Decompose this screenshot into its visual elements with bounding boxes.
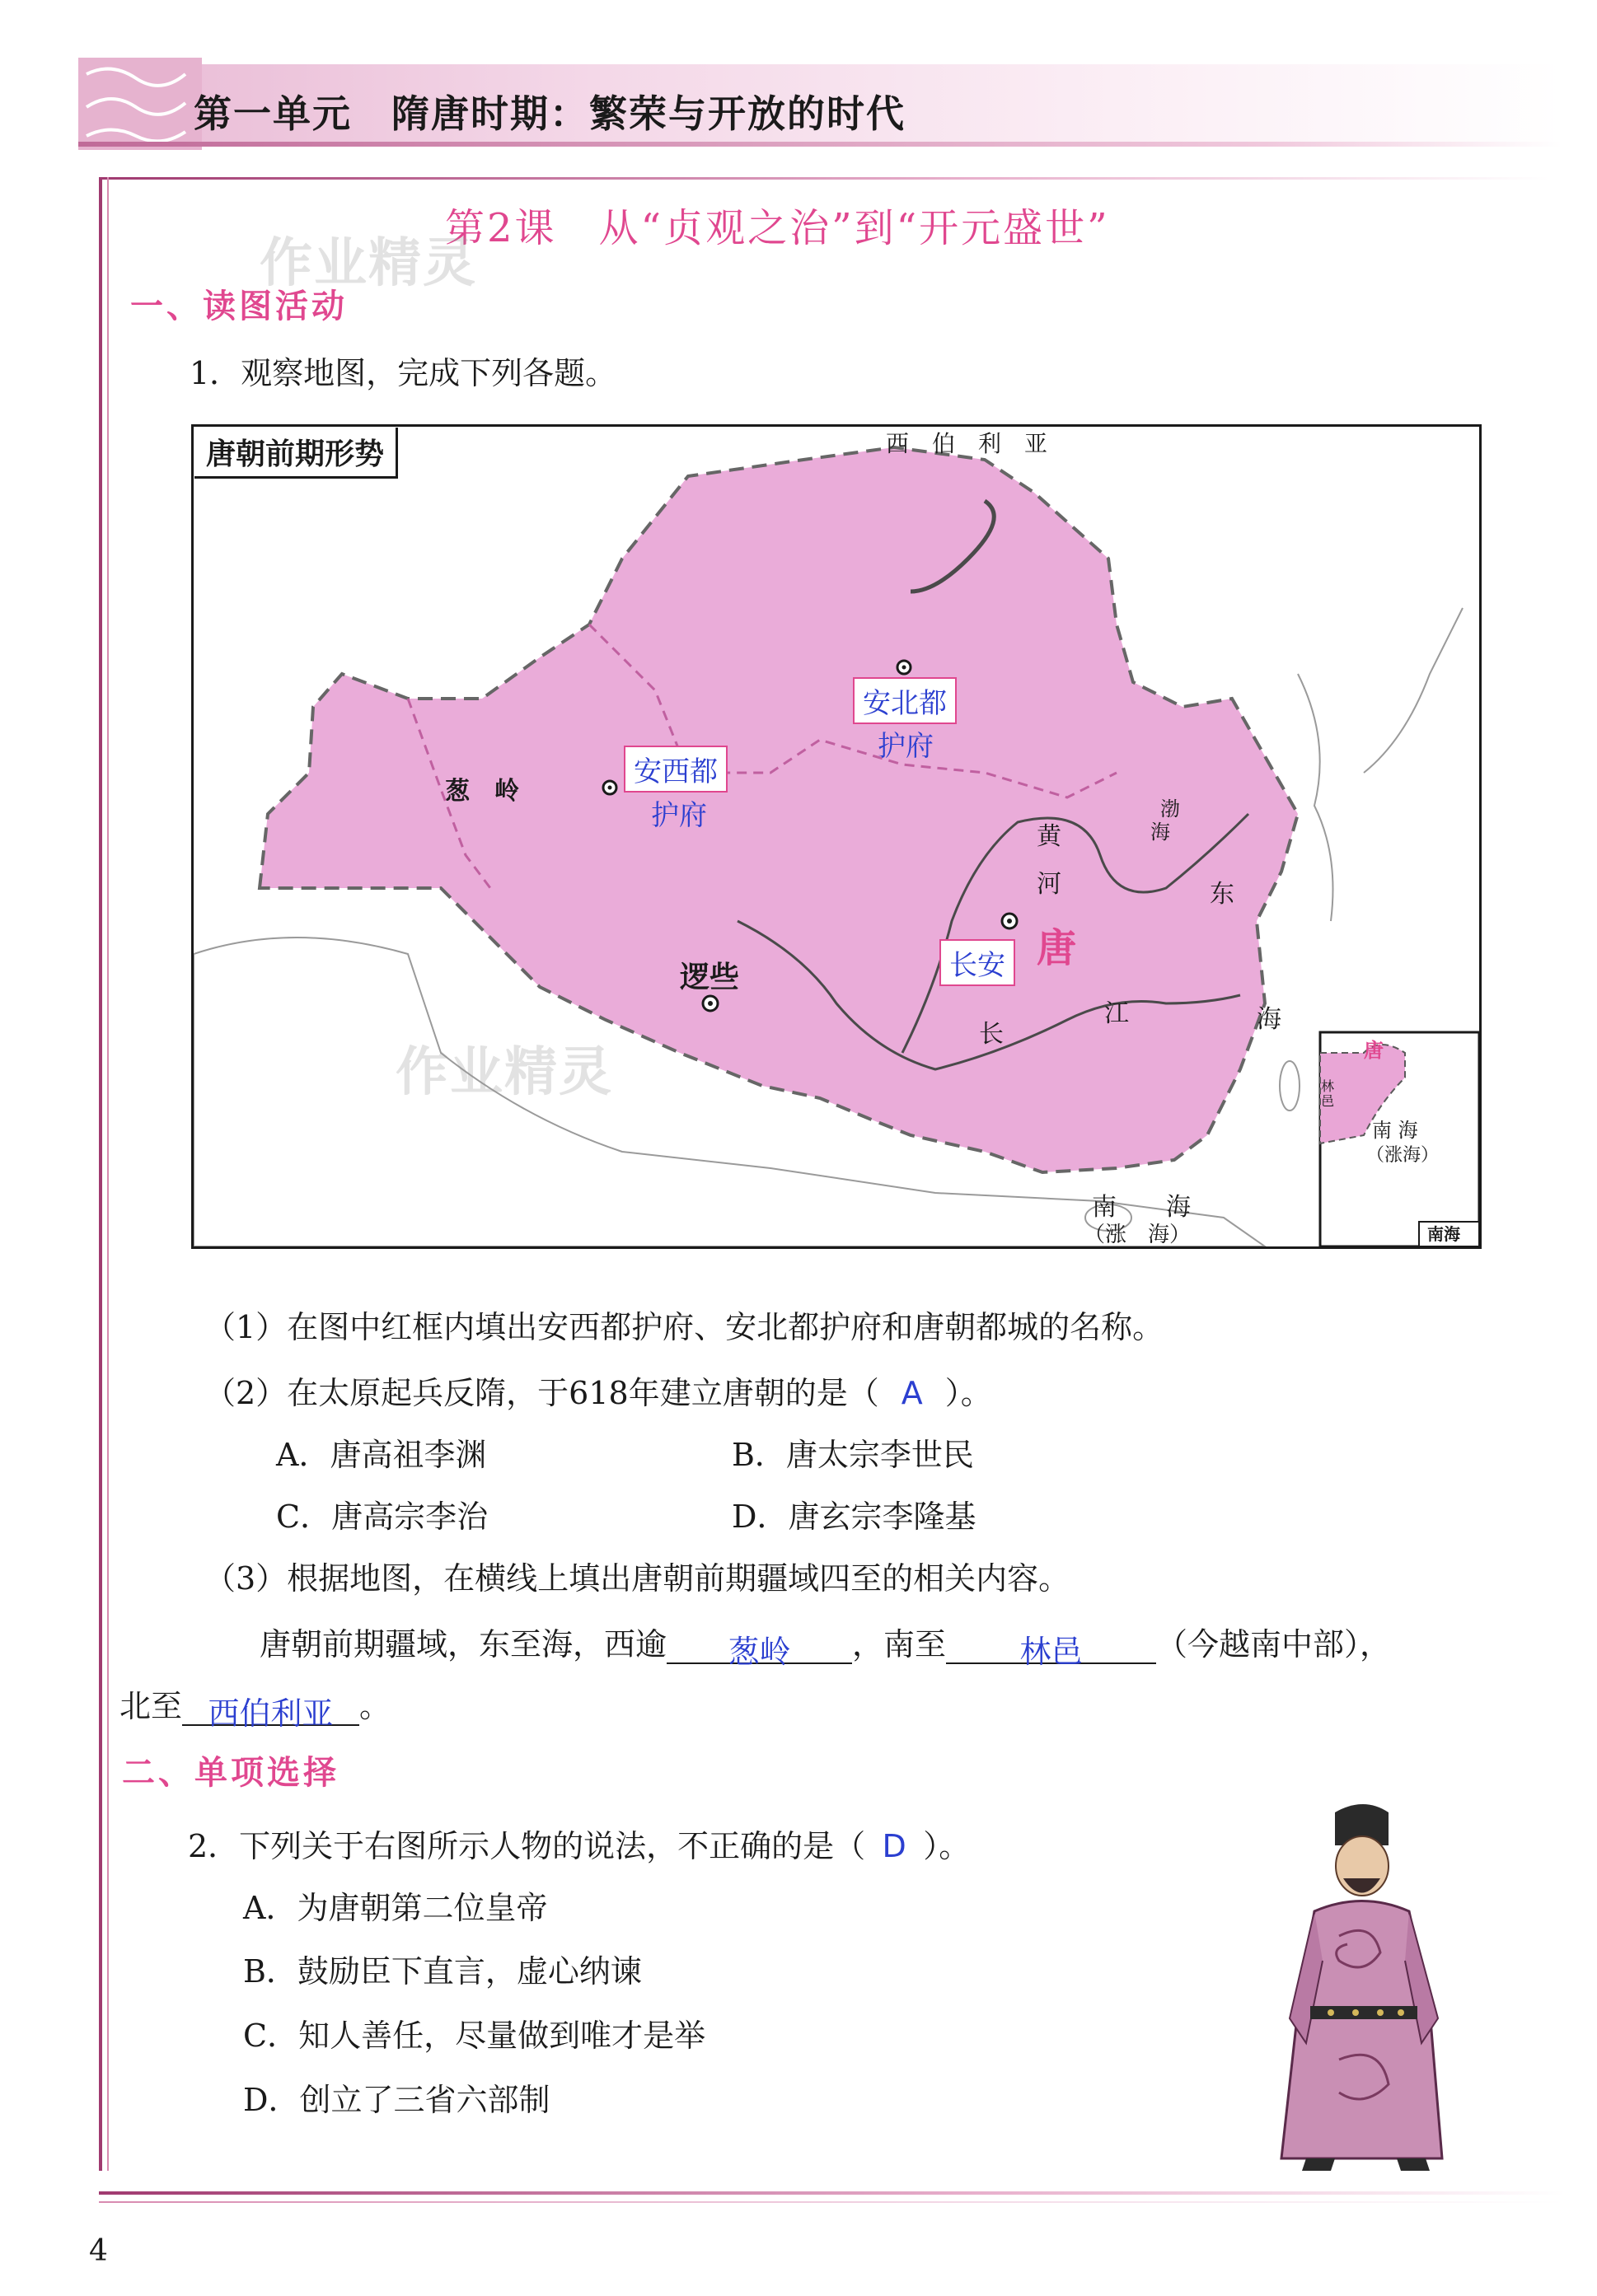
label-anxi-2: 护府 — [651, 799, 707, 832]
inset-label-nanhai: 南 海 — [1372, 1119, 1418, 1142]
map-label-siberia: 西 伯 利 亚 — [886, 430, 1048, 457]
label-box-changan: 长安 — [939, 939, 1015, 986]
map-title: 唐朝前期形势 — [194, 428, 398, 479]
frame-left — [99, 177, 102, 2171]
map-label-zhanghai: （涨 海） — [1084, 1223, 1192, 1247]
section-title-2: 二、单项选择 — [122, 1753, 340, 1792]
question-1-sub3-line1: 唐朝前期疆域，东至海，西逾 葱岭 ，南至 林邑 （今越南中部）， — [260, 1626, 1392, 1670]
map-label-jiang: 江 — [1104, 999, 1129, 1028]
frame-top — [99, 177, 1549, 180]
option-1-2-a: A．唐高祖李渊 — [276, 1437, 487, 1473]
inset-label-zhanghai: （涨海） — [1366, 1145, 1440, 1166]
question-1-sub3: （3）根据地图，在横线上填出唐朝前期疆域四至的相关内容。 — [204, 1560, 1070, 1597]
header-ornament-icon — [78, 58, 202, 150]
frame-bottom — [99, 2191, 1566, 2195]
option-1-2-b: B．唐太宗李世民 — [732, 1437, 974, 1473]
inset-label-tang: 唐 — [1364, 1039, 1384, 1062]
answer-west[interactable]: 葱岭 — [667, 1626, 852, 1664]
question-1-sub3-line2: 北至 西伯利亚 。 — [119, 1688, 391, 1732]
map-frame — [191, 424, 1482, 1249]
map-label-luoxie: 逻些 — [680, 961, 740, 994]
option-2-d: D．创立了三省六部制 — [243, 2082, 550, 2118]
option-2-c: C．知人善任，尽量做到唯才是举 — [243, 2018, 706, 2054]
map-label-dong: 东 — [1210, 880, 1234, 909]
answer-south[interactable]: 林邑 — [946, 1626, 1156, 1664]
map-label-congling: 葱 岭 — [445, 777, 519, 806]
map-label-he: 河 — [1037, 870, 1061, 899]
map-label-huang: 黄 — [1037, 822, 1061, 851]
question-1-sub1: （1）在图中红框内填出安西都护府、安北都护府和唐朝都城的名称。 — [204, 1309, 1164, 1345]
lesson-title: 第2课 从“贞观之治”到“开元盛世” — [445, 205, 1110, 251]
inset-label-title: 南海 — [1427, 1224, 1460, 1244]
question-1-sub2: （2）在太原起兵反隋，于618年建立唐朝的是（ A ）。 — [204, 1375, 992, 1411]
emperor-portrait-icon — [1257, 1796, 1471, 2175]
answer-1-2[interactable]: A — [901, 1375, 923, 1411]
map-label-chang: 长 — [979, 1020, 1004, 1049]
option-2-b: B．鼓励臣下直言，虚心纳谏 — [243, 1953, 642, 1990]
header-rule — [78, 142, 1562, 147]
tang-map — [194, 427, 1479, 1246]
answer-2[interactable]: D — [882, 1828, 906, 1864]
option-1-2-d: D．唐玄宗李隆基 — [732, 1499, 976, 1535]
map-label-bohai-2: 海 — [1150, 821, 1170, 844]
answer-north[interactable]: 西伯利亚 — [182, 1688, 359, 1726]
unit-title: 第一单元 隋唐时期：繁荣与开放的时代 — [194, 91, 906, 136]
map-label-tang: 唐 — [1037, 925, 1077, 971]
watermark-map: 作业精灵 — [396, 1042, 613, 1103]
map-label-nanhai: 南 海 — [1092, 1193, 1191, 1222]
inset-label-linyi: 林邑 — [1321, 1078, 1335, 1109]
map-label-hai: 海 — [1257, 1005, 1281, 1034]
question-2-stem: 2．下列关于右图所示人物的说法，不正确的是（ D ）。 — [188, 1828, 971, 1864]
page-number: 4 — [89, 2234, 108, 2268]
option-2-a: A．为唐朝第二位皇帝 — [243, 1890, 548, 1926]
section-title-1: 一、读图活动 — [130, 287, 348, 325]
frame-left-inner — [107, 177, 109, 2171]
label-anbei-2: 护府 — [878, 730, 934, 763]
label-box-anxi: 安西都 — [624, 746, 728, 793]
map-label-bohai-1: 渤 — [1160, 797, 1180, 821]
option-1-2-c: C．唐高宗李治 — [276, 1499, 489, 1535]
label-box-anbei: 安北都 — [853, 677, 957, 724]
question-1-stem: 1．观察地图，完成下列各题。 — [190, 355, 617, 391]
frame-bottom-inner — [99, 2201, 1566, 2203]
watermark: 作业精灵 — [260, 233, 477, 294]
